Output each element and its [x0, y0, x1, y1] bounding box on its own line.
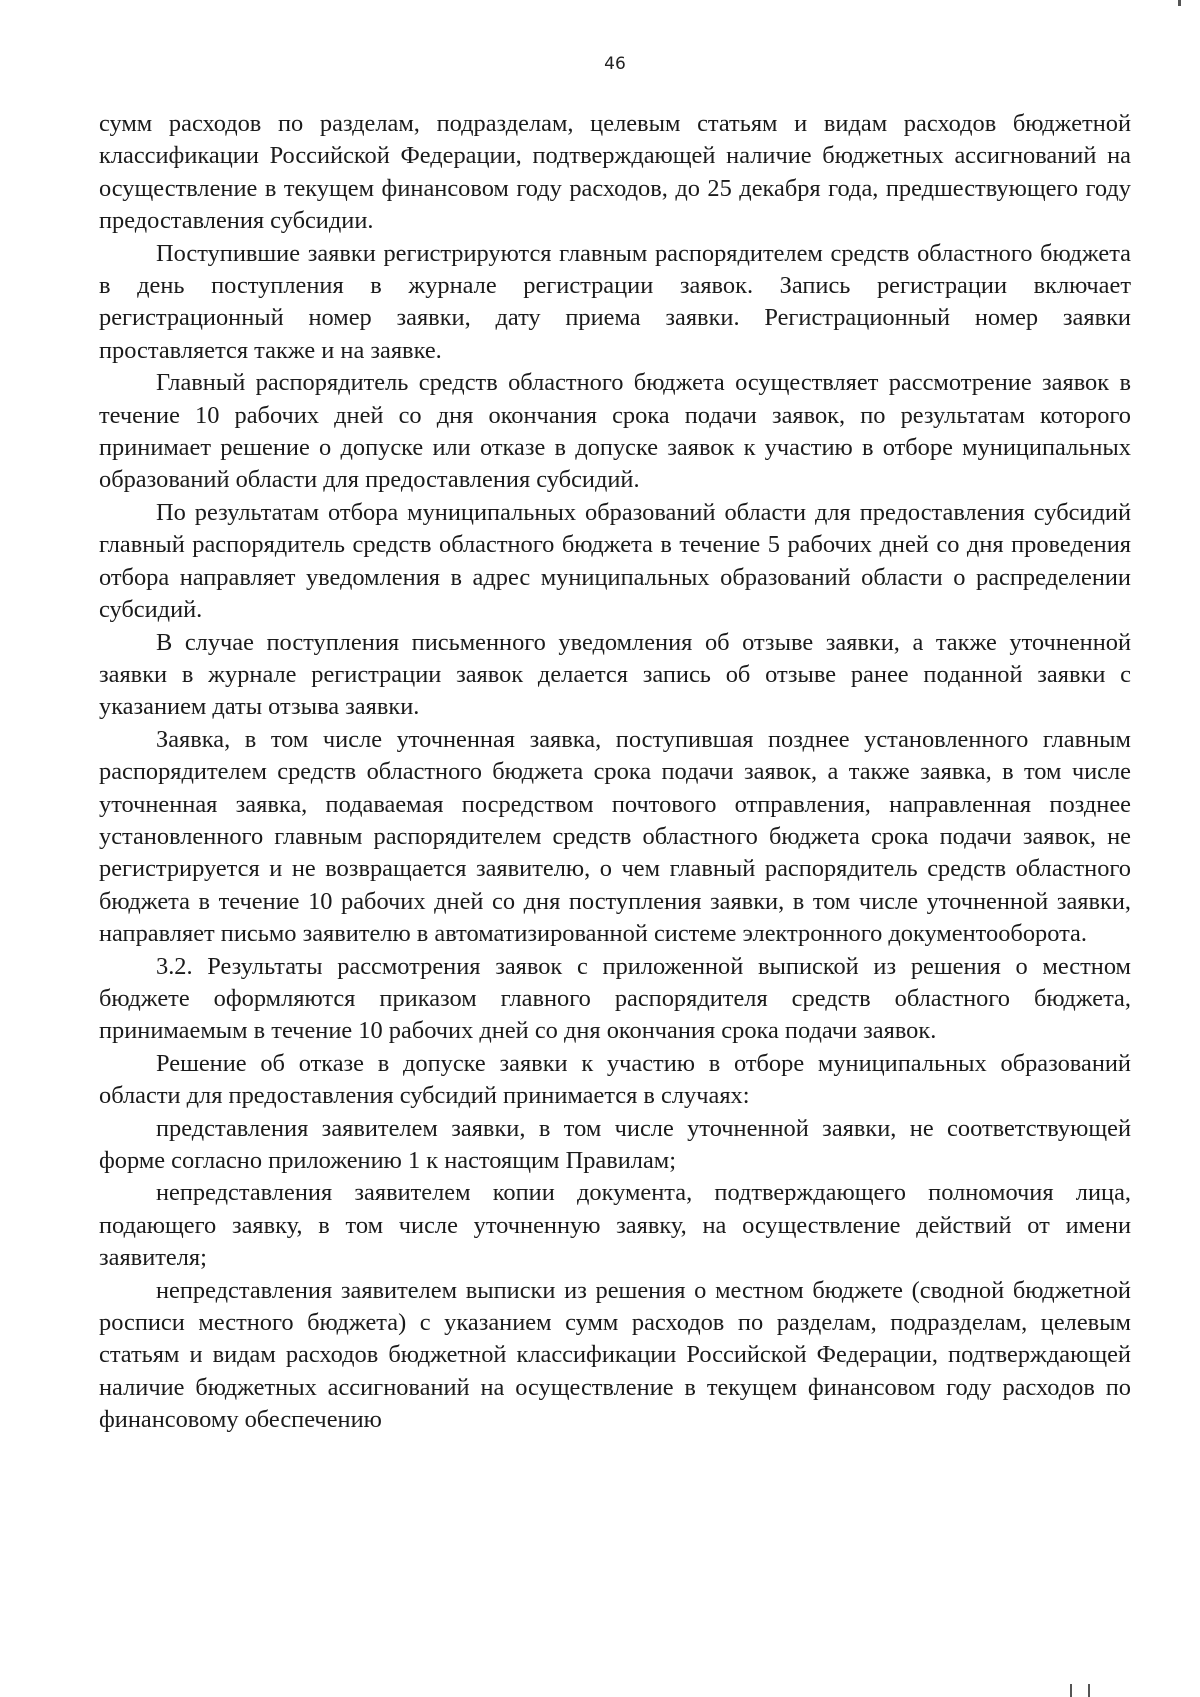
list-item-authority-copy: непредставления заявителем копии документа, подтверждающего полномочия лица, подающего заявку, в том числе уточненную заявку, на осуществление действий от имени заявителя; [99, 1179, 1131, 1272]
paragraph-registration: Поступившие заявки регистрируются главным распорядителем средств областного бюджета в день поступления в журнале регистрации заявок. Запись регистрации включает регистрационный номер заявки, дату приема заявки. Регистрационный номер заявки проставляется также и на заявке. [99, 239, 1131, 364]
scan-artifact-top [1178, 0, 1181, 6]
paragraph-late-application: Заявка, в том числе уточненная заявка, поступившая позднее установленного главным распорядителем средств областного бюджета срока подачи заявок, а также заявка, в том числе уточненная заявка, подаваемая посредством почтового отправления, направленная позднее установленного главным распорядителем средств областного бюджета срока подачи заявок, не регистрируется и не возвращается заявителю, о чем главный распорядитель средств областного бюджета в течение 10 рабочих дней со дня поступления заявки, в том числе уточненной заявки, направляет письмо заявителю в автоматизированной системе электронного документооборота. [99, 725, 1131, 948]
scan-artifact-bottom-1 [1070, 1684, 1072, 1697]
paragraph-withdrawal: В случае поступления письменного уведомления об отзыве заявки, а также уточненной заявки в журнале регистрации заявок делается запись об отзыве ранее поданной заявки с указанием даты отзыва заявки. [99, 628, 1131, 721]
paragraph-continuation: сумм расходов по разделам, подразделам, целевым статьям и видам расходов бюджетной классификации Российской Федерации, подтверждающей наличие бюджетных ассигнований на осуществление в текущем финансовом году расходов, до 25 декабря года, предшествующего году предоставления субсидии. [99, 110, 1131, 235]
paragraph-refusal-cases: Решение об отказе в допуске заявки к участию в отборе муниципальных образований области для предоставления субсидий принимается в случаях: [99, 1049, 1131, 1110]
paragraph-notification: По результатам отбора муниципальных образований области для предоставления субсидий главный распорядитель средств областного бюджета в течение 5 рабочих дней со дня проведения отбора направляет уведомления в адрес муниципальных образований области о распределении субсидий. [99, 498, 1131, 624]
scan-artifact-bottom-2 [1088, 1684, 1090, 1697]
page-number: 46 [604, 54, 626, 74]
list-item-budget-extract: непредставления заявителем выписки из решения о местном бюджете (сводной бюджетной росписи местного бюджета) с указанием сумм расходов по разделам, подразделам, целевым статьям и видам расходов бюджетной классификации Российской Федерации, подтверждающей наличие бюджетных ассигнований на осуществление в текущем финансовом году расходов по финансовому обеспечению [99, 1276, 1131, 1434]
document-body [99, 108, 1131, 1437]
list-item-form-mismatch: представления заявителем заявки, в том числе уточненной заявки, не соответствующей форме согласно приложению 1 к настоящим Правилам; [99, 1114, 1131, 1174]
paragraph-section-3-2: 3.2. Результаты рассмотрения заявок с приложенной выпиской из решения о местном бюджете оформляются приказом главного распорядителя средств областного бюджета, принимаемым в течение 10 рабочих дней со дня окончания срока подачи заявок. [99, 952, 1131, 1045]
paragraph-review: Главный распорядитель средств областного бюджета осуществляет рассмотрение заявок в течение 10 рабочих дней со дня окончания срока подачи заявок, по результатам которого принимает решение о допуске или отказе в допуске заявок к участию в отборе муниципальных образований области для предоставления субсидий. [99, 369, 1131, 494]
